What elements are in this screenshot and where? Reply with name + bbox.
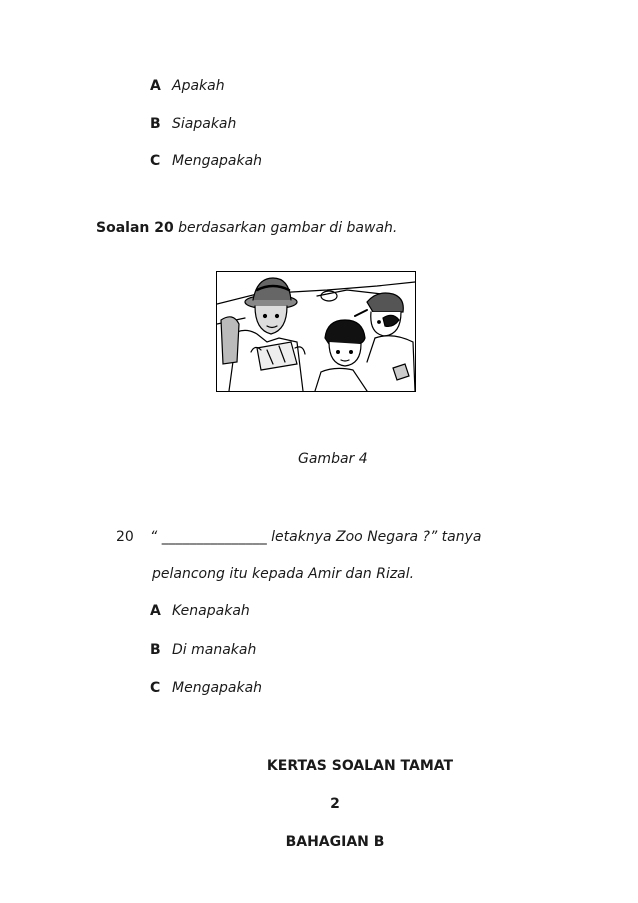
picture-caption: Gambar 4	[298, 451, 368, 467]
question-number: 20	[116, 529, 134, 545]
option-letter: A	[150, 603, 161, 619]
option-text: Mengapakah	[172, 153, 263, 169]
option-letter: A	[150, 78, 161, 94]
question-stem-line2: pelancong itu kepada Amir dan Rizal.	[152, 566, 415, 582]
illustration-drawing	[217, 272, 415, 391]
section-intro	[96, 220, 397, 236]
option-letter: C	[150, 680, 161, 696]
option-text: Apakah	[172, 78, 225, 94]
option-text: Siapakah	[172, 116, 237, 132]
question-stem-line1: “ _______________ letaknya Zoo Negara ?” tanya	[150, 529, 482, 545]
option-text: Kenapakah	[172, 603, 250, 619]
section-intro-text: berdasarkan gambar di bawah.	[173, 220, 398, 236]
option-text: Di manakah	[172, 642, 257, 658]
next-section-title: BAHAGIAN B	[285, 834, 385, 850]
q20-option-c	[150, 680, 262, 696]
option-letter: B	[150, 642, 161, 658]
prev-option-a	[150, 78, 225, 94]
prev-option-b	[150, 116, 236, 132]
q20-option-a	[150, 603, 250, 619]
prev-option-c	[150, 153, 262, 169]
end-of-paper-text: KERTAS SOALAN TAMAT	[266, 758, 454, 774]
illustration-tourist-and-children	[216, 271, 416, 392]
q20-option-b	[150, 642, 256, 658]
page-number: 2	[330, 796, 340, 812]
option-letter: B	[150, 116, 161, 132]
section-intro-bold: Soalan 20	[96, 220, 174, 236]
option-letter: C	[150, 153, 161, 169]
option-text: Mengapakah	[172, 680, 263, 696]
